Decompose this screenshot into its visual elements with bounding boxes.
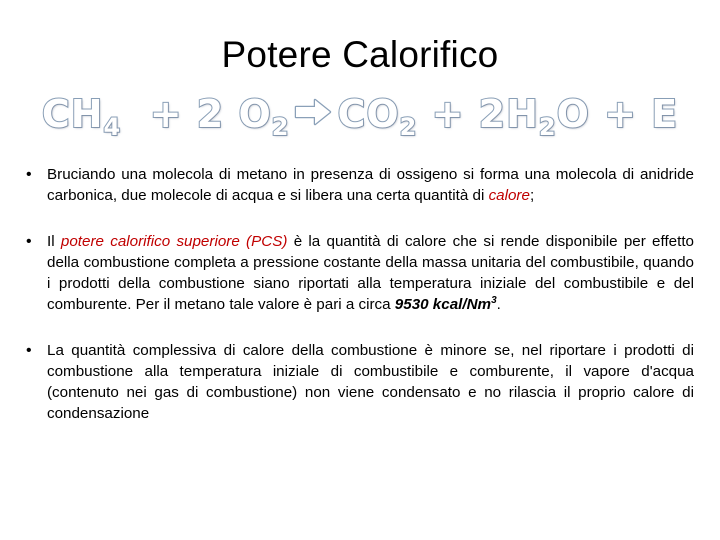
- pcs-value-number: 9530 kcal/Nm: [394, 296, 492, 313]
- pcs-value-superscript: 3: [491, 294, 497, 306]
- bullet-text: La quantità complessiva di calore della combustione è minore se, nel riportare i prodotti di combustione alla temperatura iniziale di combustibile e comburente, il vapore d'acqua (contenuto nei gas di combustione) non viene condensato e no rilascia il proprio calore di condensazione: [47, 342, 694, 422]
- equation-o-plus-e: O + E: [556, 92, 679, 136]
- equation-plus-2-o: + 2 O: [149, 92, 272, 136]
- equation-h2-subscript: 2: [538, 113, 557, 141]
- bullet-text: Il: [47, 233, 61, 250]
- bullet-text-end: .: [496, 296, 501, 313]
- equation-o2-subscript: 2: [271, 113, 290, 141]
- equation-plus-2h: + 2H: [431, 92, 539, 136]
- highlight-pcs-term: potere calorifico superiore (PCS): [60, 233, 288, 250]
- bullet-text-body: è la quantità di calore che si rende disponibile per effetto della combustione completa a pressione costante della massa unitaria del combustibile, quando i prodotti della combustione siano riportati alla temperatura iniziale del combustibile e del comburente. Per il metano tale valore è pari a circa: [47, 233, 694, 313]
- highlight-calore: calore: [488, 187, 530, 204]
- slide-title: Potere Calorifico: [221, 34, 499, 75]
- equation-co: CO: [337, 92, 400, 136]
- equation-ch-subscript: 4: [103, 113, 122, 141]
- pcs-value: [395, 296, 497, 313]
- bullet-text-end: ;: [529, 187, 535, 204]
- bullet-list: [26, 164, 694, 424]
- bullet-text: Bruciando una molecola di metano in presenza di ossigeno si forma una molecola di anidride carbonica, due molecole di acqua e si libera una certa quantità di: [47, 166, 694, 204]
- equation-ch: CH: [41, 92, 104, 136]
- bullet-item-condensation: [26, 340, 694, 424]
- right-arrow-icon: [293, 92, 333, 136]
- bullet-item-pcs: [26, 231, 694, 315]
- combustion-equation: [0, 92, 720, 142]
- equation-co2-subscript: 2: [399, 113, 418, 141]
- bullet-item-combustion: [26, 164, 694, 206]
